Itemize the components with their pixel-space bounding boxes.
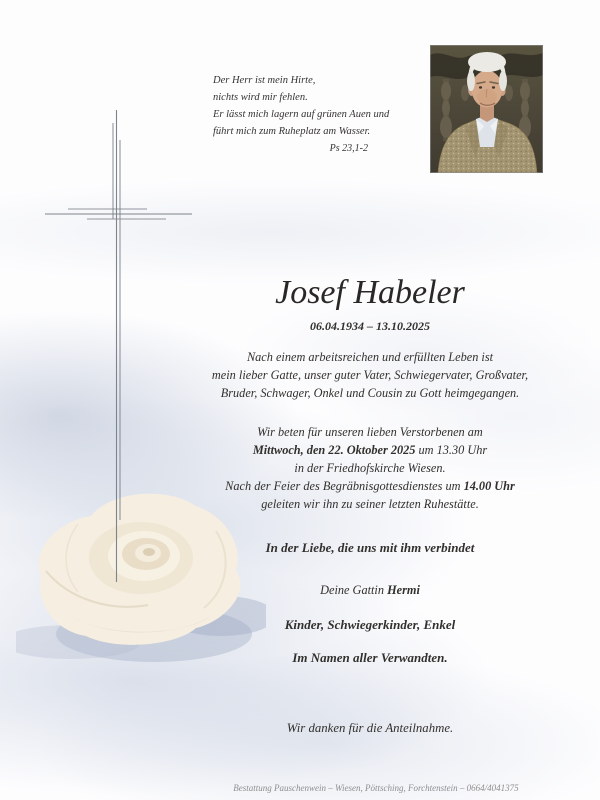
service-date: Mittwoch, den 22. Oktober 2025 (252, 443, 416, 457)
wife-prefix: Deine Gattin (320, 583, 384, 597)
wife-line (172, 581, 568, 599)
psalm-line: führt mich zum Ruheplatz am Wasser. (213, 126, 371, 137)
announcement-line: Nach einem arbeitsreichen und erfüllten Leben ist (246, 350, 494, 364)
psalm-quote (213, 72, 390, 157)
service-line-text: Nach der Feier des Begräbnisgottesdienstes um (225, 479, 461, 493)
wife-name: Hermi (387, 583, 420, 597)
service-line (172, 477, 568, 495)
service-line: Wir beten für unseren lieben Verstorbenen am (257, 425, 483, 439)
psalm-line: nichts wird mir fehlen. (213, 92, 308, 103)
announcement-line: mein lieber Gatte, unser guter Vater, Schwiegervater, Großvater, (211, 368, 529, 382)
relatives-line: Im Namen aller Verwandten. (292, 650, 448, 665)
service-time: 14.00 Uhr (463, 479, 515, 493)
deceased-name: Josef Habeler (275, 274, 465, 311)
announcement-paragraph (172, 348, 568, 402)
announcement-line: Bruder, Schwager, Onkel und Cousin zu Gott heimgegangen. (220, 386, 520, 400)
psalm-line: Der Herr ist mein Hirte, (213, 75, 316, 86)
service-line (172, 441, 568, 459)
love-line: In der Liebe, die uns mit ihm verbindet (265, 540, 475, 555)
service-line: in der Friedhofskirche Wiesen. (294, 461, 446, 475)
thanks-line: Wir danken für die Anteilnahme. (286, 721, 454, 735)
portrait-photo (430, 45, 543, 173)
psalm-reference: Ps 23,1-2 (329, 143, 368, 154)
family-line: Kinder, Schwiegerkinder, Enkel (284, 617, 456, 632)
psalm-line: Er lässt mich lagern auf grünen Auen und (213, 109, 390, 120)
service-paragraph (172, 423, 568, 513)
life-dates: 06.04.1934 – 13.10.2025 (310, 319, 430, 333)
funeral-home-footer: Bestattung Pauschenwein – Wiesen, Pöttsching, Forchtenstein – 0664/4041375 (233, 783, 519, 793)
service-line: geleiten wir ihn zu seiner letzten Ruhestätte. (261, 497, 479, 511)
service-time: um 13.30 Uhr (418, 443, 488, 457)
